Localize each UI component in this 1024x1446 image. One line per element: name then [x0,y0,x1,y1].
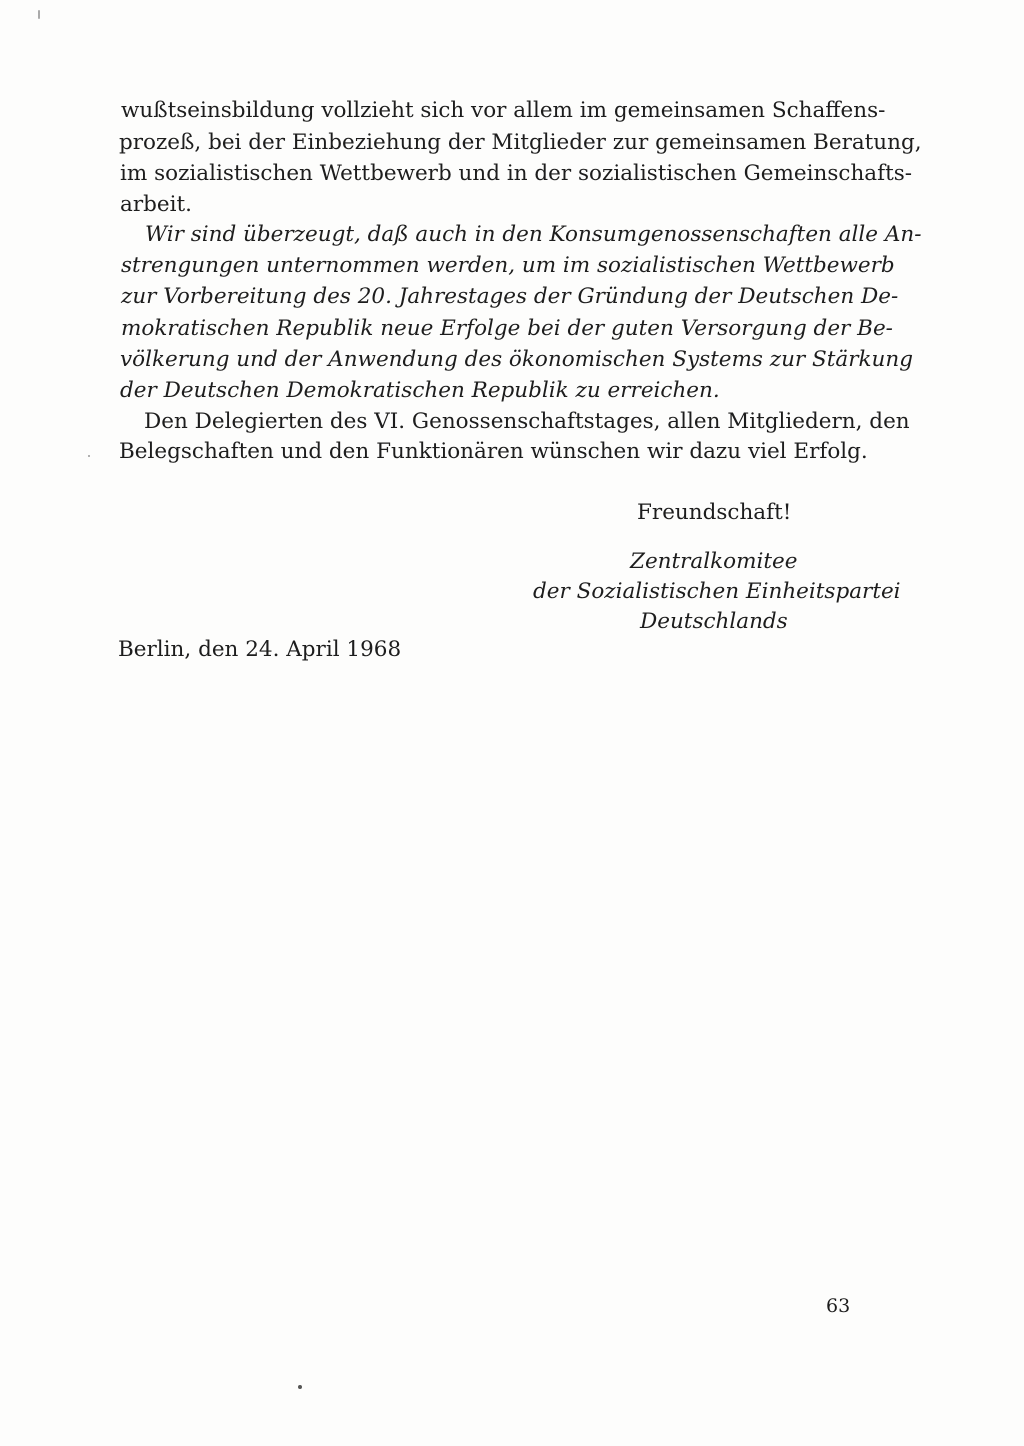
signature-line: der Sozialistischen Einheitspartei [533,579,901,604]
paragraph-line: völkerung und der Anwendung des ökonomischen Systems zur Stärkung [120,347,913,372]
paragraph-line: der Deutschen Demokratischen Republik zu erreichen. [120,378,720,403]
greeting: Freundschaft! [637,500,792,525]
dateline: Berlin, den 24. April 1968 [118,637,402,662]
scan-speck [38,10,40,19]
paragraph-line: zur Vorbereitung des 20. Jahrestages der Gründung der Deutschen De- [121,284,899,309]
paragraph-line: prozeß, bei der Einbeziehung der Mitglieder zur gemeinsamen Beratung, [119,130,922,155]
scan-speck [298,1385,302,1389]
signature-line: Zentralkomitee [630,549,798,574]
paragraph-line: im sozialistischen Wettbewerb und in der sozialistischen Gemeinschafts- [120,161,913,186]
scan-speck [88,455,90,457]
paragraph-line: Den Delegierten des VI. Genossenschaftstages, allen Mitgliedern, den [144,409,910,434]
paragraph-line: Wir sind überzeugt, daß auch in den Konsumgenossenschaften alle An- [145,222,922,247]
paragraph-line: arbeit. [120,192,192,217]
signature-line: Deutschlands [640,609,788,634]
page-number: 63 [826,1295,851,1317]
paragraph-line: Belegschaften und den Funktionären wünschen wir dazu viel Erfolg. [119,439,868,464]
paragraph-line: strengungen unternommen werden, um im sozialistischen Wettbewerb [121,253,895,278]
paragraph-line: wußtseinsbildung vollzieht sich vor allem im gemeinsamen Schaffens- [121,98,886,123]
paragraph-line: mokratischen Republik neue Erfolge bei der guten Versorgung der Be- [121,316,893,341]
